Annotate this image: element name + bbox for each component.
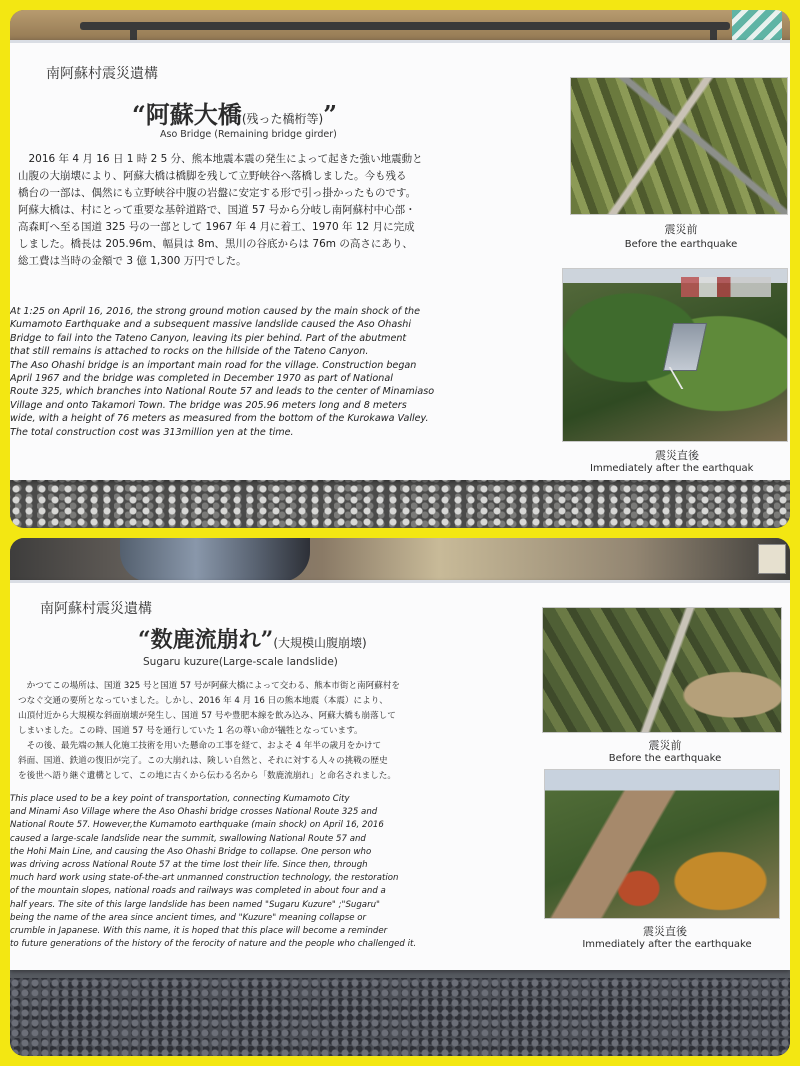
sign-title-close: ” bbox=[323, 100, 337, 129]
girder-support bbox=[669, 367, 712, 389]
remaining-girder bbox=[663, 323, 707, 371]
en-line: and Minami Aso Village where the Aso Ohashi bridge crosses National Route 325 and bbox=[10, 807, 378, 818]
jp-line: つなぐ交通の要所となっていました。しかし、2016 年 4 月 16 日の熊本地震（本震）により、 bbox=[18, 696, 388, 706]
en-line: The Aso Ohashi bridge is an important main road for the village. Construction began bbox=[10, 359, 417, 371]
en-line: Route 325, which branches into National Route 57 and leads to the center of Minamiaso bbox=[10, 386, 435, 398]
en-line: Kumamoto Earthquake and a subsequent massive landslide caused the Aso Ohashi bbox=[10, 319, 411, 331]
background-sign bbox=[758, 544, 786, 574]
caption-before-jp: 震災前 bbox=[664, 223, 698, 236]
sign-english-text bbox=[10, 305, 566, 439]
en-line: that still remains is attached to rocks on the hillside of the Tateno Canyon. bbox=[10, 346, 369, 358]
aerial-photo-after-landslide bbox=[544, 769, 780, 919]
background-person bbox=[120, 538, 310, 582]
en-line: crumble in Japanese. With this name, it is hoped that this place will become a reminder bbox=[10, 926, 388, 937]
sign-title bbox=[138, 623, 367, 654]
photo-aso-bridge-sign bbox=[10, 10, 790, 528]
sign-english-title: Sugaru kuzure(Large-scale landslide) bbox=[143, 656, 338, 668]
sign-english-title: Aso Bridge (Remaining bridge girder) bbox=[160, 129, 337, 140]
houses bbox=[681, 277, 771, 297]
jp-line: かつてこの場所は、国道 325 号と国道 57 号が阿蘇大橋によって交わる、熊本市街と南阿蘇村を bbox=[18, 681, 401, 691]
jp-line: 山腹の大崩壊により、阿蘇大橋は橋脚を残して立野峡谷へ落橋しました。今も残る bbox=[18, 170, 407, 182]
aerial-photo-before bbox=[542, 607, 782, 733]
en-line: Bridge to fail into the Tateno Canyon, leaving its pier behind. Part of the abutment bbox=[10, 332, 407, 344]
sign-board-aso-bridge bbox=[10, 40, 790, 480]
sign-title bbox=[132, 95, 337, 130]
jp-line: しました。橋長は 205.96m、幅員は 8m、黒川の谷底からは 76m の高さにあり、 bbox=[18, 238, 413, 250]
caption-after-jp: 震災直後 bbox=[643, 925, 687, 938]
en-line: was driving across National Route 57 at the time lost their life. Since then, through bbox=[10, 860, 368, 871]
jp-line: 斜面、国道、鉄道の復旧が完了。この大崩れは、険しい自然と、それに対する人々の挑戦の歴史 bbox=[18, 756, 388, 766]
jp-line: 橋台の一部は、偶然にも立野峡谷中腹の岩盤に安定する形で引っ掛かったものです。 bbox=[18, 187, 417, 199]
en-line: This place used to be a key point of transportation, connecting Kumamoto City bbox=[10, 794, 350, 804]
gravel-ground bbox=[10, 978, 790, 1056]
sign-area-name: 南阿蘇村震災遺構 bbox=[46, 66, 158, 82]
en-line: National Route 57. However,the Kumamoto earthquake (main shock) on April 16, 2016 bbox=[10, 820, 384, 831]
photo-sugaru-kuzure-sign bbox=[10, 538, 790, 1056]
photo-after-collapse bbox=[562, 268, 788, 442]
en-line: of the mountain slopes, national roads and railways was completed in about four and a bbox=[10, 886, 386, 897]
en-line: wide, with a height of 76 meters as measured from the bottom of the Kurokawa Valley. bbox=[10, 413, 429, 425]
jp-line: その後、最先端の無人化施工技術を用いた懸命の工事を経て、およそ 4 年半の歳月をかけて bbox=[18, 741, 382, 751]
sign-japanese-text bbox=[18, 151, 570, 270]
caption-after-jp: 震災直後 bbox=[655, 449, 699, 462]
sign-board-sugaru-kuzure bbox=[10, 580, 790, 970]
aerial-photo-before bbox=[570, 77, 788, 215]
caption-before-jp: 震災前 bbox=[648, 739, 682, 752]
en-line: being the name of the area since ancient times, and "Kuzure" meaning collapse or bbox=[10, 912, 367, 923]
en-line: much hard work using state-of-the-art unmanned construction technology, the restoration bbox=[10, 873, 399, 884]
jp-line: 高森町へ至る国道 325 号の一部として 1967 年 4 月に着工、1970 年 12 月に完成 bbox=[18, 221, 415, 233]
jp-line: 2016 年 4 月 16 日 1 時 2 5 分、熊本地震本震の発生によって起きた強い地震動と bbox=[18, 153, 423, 165]
gravel-ground bbox=[10, 472, 790, 528]
en-line: the Hohi Main Line, and causing the Aso Ohashi Bridge to collapse. One person who bbox=[10, 846, 372, 857]
en-line: The total construction cost was 313million yen at the time. bbox=[10, 426, 294, 438]
sign-title-main: “数鹿流崩れ” bbox=[138, 627, 274, 653]
en-line: caused a large-scale landslide near the summit, swallowing National Route 57 and bbox=[10, 833, 366, 844]
en-line: to future generations of the history of the ferocity of nature and the people who challenged it. bbox=[10, 939, 417, 950]
sign-title-sub: (大規模山腹崩壊) bbox=[273, 636, 367, 650]
caption-after-en: Immediately after the earthquake bbox=[582, 939, 752, 950]
en-line: Village and onto Takamori Town. The bridge was 205.96 meters long and 8 meters bbox=[10, 399, 407, 411]
sign-title-sub: (残った橋桁等) bbox=[241, 112, 324, 126]
jp-line: 山頂付近から大規模な斜面崩壊が発生し、国道 57 号や豊肥本線を飲み込み、阿蘇大橋も崩落して bbox=[18, 711, 396, 721]
sign-area-name: 南阿蘇村震災遺構 bbox=[40, 601, 152, 617]
jp-line: を後世へ語り継ぐ遺構として、この地に古くから伝わる名から「数鹿流崩れ」と命名されました。 bbox=[18, 771, 396, 781]
caption-before-en: Before the earthquake bbox=[624, 239, 738, 250]
caption-after-en: Immediately after the earthquak bbox=[590, 463, 754, 474]
en-line: At 1:25 on April 16, 2016, the strong ground motion caused by the main shock of the bbox=[10, 306, 420, 317]
sign-japanese-text bbox=[18, 679, 530, 784]
en-line: April 1967 and the bridge was completed in December 1970 as part of National bbox=[10, 373, 393, 385]
jp-line: 阿蘇大橋は、村にとって重要な基幹道路で、国道 57 号から分岐し南阿蘇村中心部・ bbox=[18, 204, 416, 216]
jp-line: 総工費は当時の金額で 3 億 1,300 万円でした。 bbox=[18, 255, 247, 267]
sign-title-main: “阿蘇大橋 bbox=[132, 100, 242, 129]
en-line: half years. The site of this large landslide has been named "Sugaru Kuzure" ;"Sugaru" bbox=[10, 899, 381, 910]
caption-before-en: Before the earthquake bbox=[608, 753, 722, 764]
sign-english-text bbox=[10, 793, 524, 951]
jp-line: しまいました。この時、国道 57 号を通行していた 1 名の尊い命が犠牲となっています。 bbox=[18, 726, 363, 736]
railing bbox=[80, 22, 730, 30]
